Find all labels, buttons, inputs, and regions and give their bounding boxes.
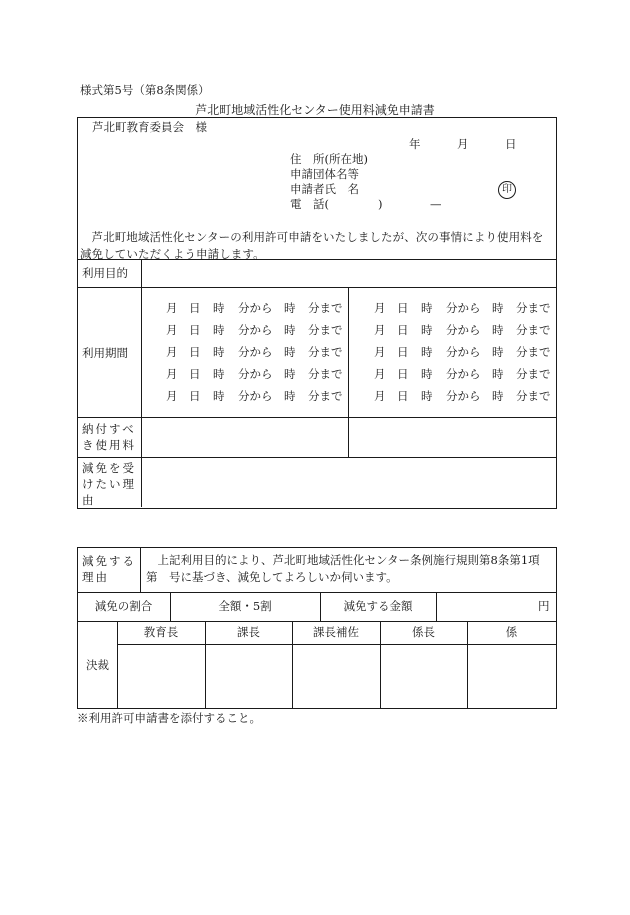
date-month: 月 [457,137,469,151]
period-unit-hour: 時 [421,301,433,315]
period-unit-month: 月 [166,367,178,381]
period-unit-month: 月 [166,301,178,315]
period-unit-day: 日 [397,389,409,403]
period-unit-month: 月 [166,345,178,359]
period-unit-until: 分まで [516,389,551,403]
period-unit-hour2: 時 [284,323,296,337]
period-label: 利用期間 [82,346,128,360]
period-unit-from: 分から [446,345,481,359]
period-unit-hour: 時 [213,301,225,315]
period-unit-from: 分から [238,323,273,337]
divider [77,287,556,288]
period-unit-day: 日 [189,323,201,337]
period-unit-until: 分まで [308,389,343,403]
divider [117,644,556,645]
fee-label: 納付すべ き使用料 [82,422,136,452]
period-unit-hour: 時 [421,389,433,403]
period-unit-month: 月 [374,367,386,381]
document-title: 芦北町地域活性化センター使用料減免申請書 [195,103,435,117]
divider [348,288,349,457]
period-unit-hour: 時 [421,367,433,381]
divider [77,592,556,593]
period-unit-hour: 時 [421,323,433,337]
period-unit-day: 日 [397,301,409,315]
period-unit-day: 日 [397,345,409,359]
phone-close-paren: ) [378,197,383,211]
period-unit-hour: 時 [213,345,225,359]
period-unit-hour2: 時 [492,301,504,315]
period-unit-from: 分から [238,345,273,359]
period-unit-until: 分まで [516,323,551,337]
period-unit-until: 分まで [308,301,343,315]
period-unit-day: 日 [397,323,409,337]
period-unit-hour2: 時 [284,301,296,315]
divider [77,259,556,260]
period-unit-from: 分から [446,389,481,403]
period-unit-hour2: 時 [284,345,296,359]
applicant-name-label: 申請者氏 名 [290,182,359,196]
period-unit-month: 月 [166,323,178,337]
date-year: 年 [409,137,421,151]
period-unit-from: 分から [446,367,481,381]
addressee: 芦北町教育委員会 様 [92,120,207,134]
group-name-label: 申請団体名等 [290,167,359,181]
period-unit-hour: 時 [213,323,225,337]
yen-unit: 円 [538,599,550,613]
decision-label: 決裁 [86,658,109,672]
phone-dash: — [430,197,442,211]
application-statement: 芦北町地域活性化センターの利用許可申請をいたしましたが、次の事情により使用料を減免していただくよう申請します。 [80,230,544,261]
period-unit-from: 分から [238,367,273,381]
period-unit-until: 分まで [516,367,551,381]
approval-reason-text: 上記利用目的により、芦北町地域活性化センター条例施行規則第8条第1項 第 号に基づき、減免してよろしいか伺います。 [146,553,540,584]
reduction-amount-label: 減免する金額 [343,599,413,613]
period-unit-day: 日 [189,345,201,359]
period-unit-hour2: 時 [284,367,296,381]
divider [77,417,556,418]
period-unit-hour2: 時 [492,367,504,381]
period-unit-month: 月 [374,323,386,337]
period-unit-hour2: 時 [492,323,504,337]
phone-label: 電 話( [290,197,329,211]
approval-reason-label: 減免する 理由 [82,554,136,584]
role-staff: 係 [505,625,518,639]
address-label: 住 所(所在地) [290,152,368,166]
period-unit-day: 日 [397,367,409,381]
period-unit-hour2: 時 [492,345,504,359]
reduction-ratio-label: 減免の割合 [94,599,153,613]
period-unit-hour: 時 [213,367,225,381]
role-assistant-chief: 課長補佐 [313,625,359,639]
divider [140,547,141,592]
period-unit-until: 分まで [308,323,343,337]
period-unit-hour2: 時 [284,389,296,403]
role-subsection-chief: 係長 [412,625,435,639]
divider [77,457,556,458]
period-unit-until: 分まで [308,367,343,381]
period-unit-day: 日 [189,301,201,315]
form-number: 様式第5号（第8条関係） [80,83,210,97]
divider [77,621,556,622]
period-unit-until: 分まで [308,345,343,359]
period-unit-month: 月 [374,389,386,403]
reason-label: 減免を受 けたい理 由 [82,461,136,507]
divider [436,592,437,621]
attachment-note: ※利用許可申請書を添付すること。 [77,711,261,725]
date-day: 日 [505,137,517,151]
period-unit-from: 分から [238,301,273,315]
purpose-label: 利用目的 [82,266,128,280]
period-unit-from: 分から [446,323,481,337]
role-section-chief: 課長 [237,625,260,639]
period-unit-month: 月 [374,345,386,359]
seal-mark: 印 [498,181,516,199]
period-unit-month: 月 [166,389,178,403]
period-unit-from: 分から [446,301,481,315]
period-unit-from: 分から [238,389,273,403]
period-unit-month: 月 [374,301,386,315]
period-unit-hour2: 時 [492,389,504,403]
period-unit-day: 日 [189,367,201,381]
reduction-ratio-value: 全額・5割 [218,599,272,613]
period-unit-until: 分まで [516,345,551,359]
period-unit-until: 分まで [516,301,551,315]
period-unit-hour: 時 [213,389,225,403]
divider [141,259,142,507]
role-superintendent: 教育長 [143,625,179,639]
period-unit-hour: 時 [421,345,433,359]
period-unit-day: 日 [189,389,201,403]
